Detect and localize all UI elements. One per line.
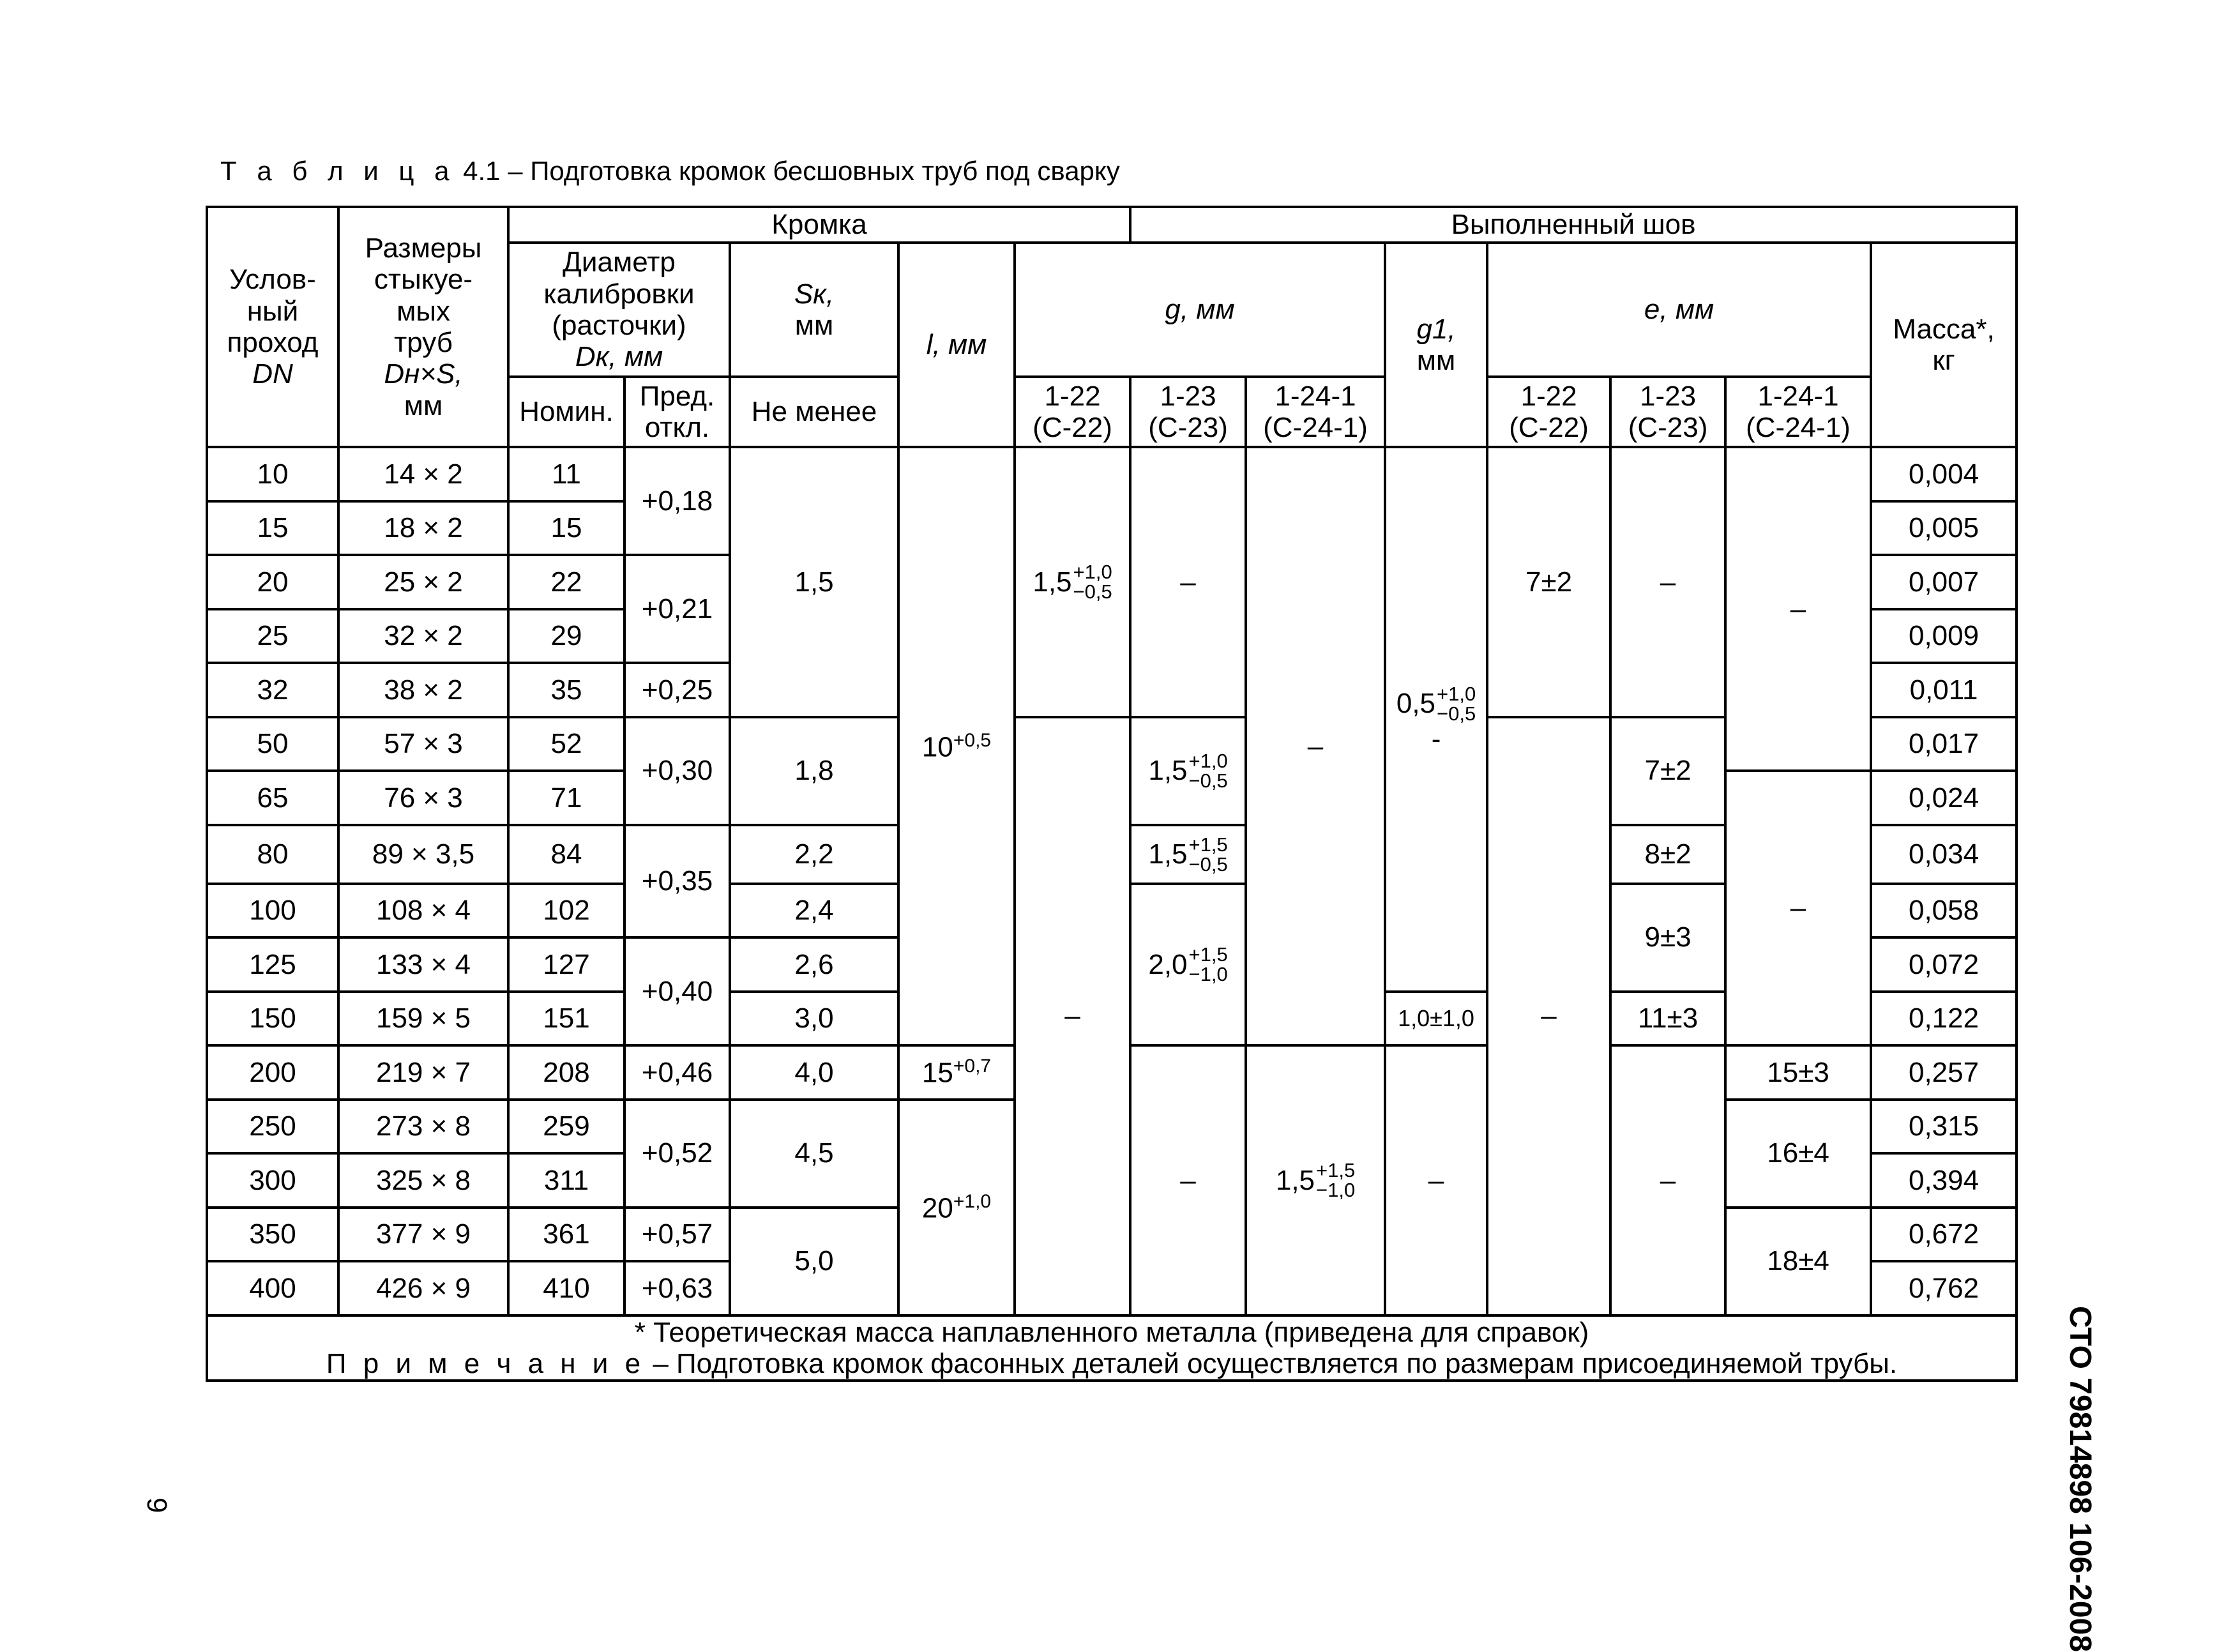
cell-pred: +0,35 xyxy=(624,825,730,938)
cell-dn: 150 xyxy=(207,992,338,1046)
cell-mass: 0,011 xyxy=(1871,663,2017,717)
cell-pred: +0,25 xyxy=(624,663,730,717)
cell-nom: 15 xyxy=(508,501,624,556)
cell-g-c122: – xyxy=(1015,717,1130,1315)
cell-dn: 100 xyxy=(207,884,338,938)
cell-mass: 0,004 xyxy=(1871,447,2017,501)
cell-dn: 125 xyxy=(207,937,338,992)
cell-sk: 4,0 xyxy=(730,1045,898,1100)
cell-size: 108 × 4 xyxy=(338,884,508,938)
cell-sk: 1,5 xyxy=(730,447,898,717)
cell-g-c122: 1,5 +1,0 −0,5 xyxy=(1015,447,1130,717)
caption-label: Т а б л и ц а xyxy=(220,156,456,186)
cell-dn: 20 xyxy=(207,555,338,609)
footnote-note: П р и м е ч а н и е – Подготовка кромок фасонных деталей осуществляется по размерам присоединяемой трубы. xyxy=(326,1347,1898,1379)
cell-size: 377 × 9 xyxy=(338,1208,508,1262)
cell-dn: 250 xyxy=(207,1100,338,1154)
cell-size: 159 × 5 xyxy=(338,992,508,1046)
cell-g-c123: 1,5 +1,0 −0,5 xyxy=(1130,717,1246,825)
cell-dn: 10 xyxy=(207,447,338,501)
header-g: g, мм xyxy=(1015,243,1385,377)
header-dn: Услов- ный проход DN xyxy=(207,207,338,447)
cell-l: $10^{+0,5}$ xyxy=(898,447,1015,1045)
cell-mass: 0,394 xyxy=(1871,1153,2017,1208)
cell-g-c123: – xyxy=(1130,1045,1246,1315)
cell-e-c123: 9±3 xyxy=(1610,884,1725,992)
cell-nom: 127 xyxy=(508,937,624,992)
cell-nom: 151 xyxy=(508,992,624,1046)
cell-g1: 0,5 +1,0 −0,5 - xyxy=(1385,447,1487,992)
table-row xyxy=(207,447,2017,501)
cell-size: 273 × 8 xyxy=(338,1100,508,1154)
cell-e-c1241: 18±4 xyxy=(1725,1208,1871,1315)
cell-dn: 32 xyxy=(207,663,338,717)
header-g-c1241: 1-24-1 (С-24-1) xyxy=(1246,377,1385,447)
cell-g-c123: 2,0 +1,5 −1,0 xyxy=(1130,884,1246,1046)
header-pred: Пред. откл. xyxy=(624,377,730,447)
cell-nom: 29 xyxy=(508,609,624,663)
cell-g-c1241: – xyxy=(1246,447,1385,1045)
cell-pred: +0,52 xyxy=(624,1100,730,1208)
header-calib: Диаметр калибровки (расточки) Dк, мм xyxy=(508,243,730,377)
cell-sk: 1,8 xyxy=(730,717,898,825)
cell-g-c1241: 1,5 +1,5 −1,0 xyxy=(1246,1045,1385,1315)
cell-mass: 0,762 xyxy=(1871,1261,2017,1315)
cell-nom: 84 xyxy=(508,825,624,884)
header-l: l, мм xyxy=(898,243,1015,447)
cell-nom: 11 xyxy=(508,447,624,501)
cell-e-c1241: – xyxy=(1725,771,1871,1045)
cell-sk: 2,2 xyxy=(730,825,898,884)
cell-e-c123: – xyxy=(1610,1045,1725,1315)
cell-nom: 410 xyxy=(508,1261,624,1315)
cell-sk: 2,4 xyxy=(730,884,898,938)
cell-mass: 0,122 xyxy=(1871,992,2017,1046)
header-g1: g1, мм xyxy=(1385,243,1487,447)
cell-pred: +0,46 xyxy=(624,1045,730,1100)
table-footnote xyxy=(207,1315,2017,1381)
cell-pred: +0,30 xyxy=(624,717,730,825)
page-number: 9 xyxy=(141,1497,172,1513)
cell-e-c123: 7±2 xyxy=(1610,717,1725,825)
cell-mass: 0,072 xyxy=(1871,937,2017,992)
header-size: Размеры стыкуе- мых труб Dн×S, мм xyxy=(338,207,508,447)
cell-mass: 0,005 xyxy=(1871,501,2017,556)
header-e-c1241: 1-24-1 (С-24-1) xyxy=(1725,377,1871,447)
cell-e-c123: 11±3 xyxy=(1610,992,1725,1046)
cell-nom: 102 xyxy=(508,884,624,938)
cell-mass: 0,017 xyxy=(1871,717,2017,771)
header-e: e, мм xyxy=(1487,243,1871,377)
cell-sk: 5,0 xyxy=(730,1208,898,1315)
cell-sk: 3,0 xyxy=(730,992,898,1046)
header-kromka: Кромка xyxy=(508,207,1130,243)
cell-e-c122: – xyxy=(1487,717,1610,1315)
cell-dn: 400 xyxy=(207,1261,338,1315)
cell-mass: 0,315 xyxy=(1871,1100,2017,1154)
header-row-1 xyxy=(207,207,2017,243)
cell-nom: 22 xyxy=(508,555,624,609)
cell-nom: 71 xyxy=(508,771,624,825)
header-e-c122: 1-22 (С-22) xyxy=(1487,377,1610,447)
cell-pred: +0,18 xyxy=(624,447,730,555)
cell-dn: 15 xyxy=(207,501,338,556)
cell-e-c1241: 15±3 xyxy=(1725,1045,1871,1100)
footnote-star: * Теоретическая масса наплавленного металла (приведена для справок) xyxy=(634,1316,1589,1348)
cell-g1: 1,0±1,0 xyxy=(1385,992,1487,1046)
header-not-less: Не менее xyxy=(730,377,898,447)
cell-dn: 50 xyxy=(207,717,338,771)
cell-pred: +0,57 xyxy=(624,1208,730,1262)
cell-g-c123: – xyxy=(1130,447,1246,717)
cell-dn: 80 xyxy=(207,825,338,884)
cell-size: 14 × 2 xyxy=(338,447,508,501)
cell-e-c123: 8±2 xyxy=(1610,825,1725,884)
header-mass: Масса*, кг xyxy=(1871,243,2017,447)
header-g-c123: 1-23 (С-23) xyxy=(1130,377,1246,447)
table-caption xyxy=(220,156,1120,186)
cell-dn: 300 xyxy=(207,1153,338,1208)
header-seam: Выполненный шов xyxy=(1130,207,2017,243)
cell-g1: – xyxy=(1385,1045,1487,1315)
cell-dn: 65 xyxy=(207,771,338,825)
cell-mass: 0,672 xyxy=(1871,1208,2017,1262)
header-sk: Sк, мм xyxy=(730,243,898,377)
edge-preparation-table xyxy=(206,206,2018,1382)
cell-nom: 361 xyxy=(508,1208,624,1262)
cell-size: 76 × 3 xyxy=(338,771,508,825)
cell-g-c123: 1,5 +1,5 −0,5 xyxy=(1130,825,1246,884)
cell-nom: 35 xyxy=(508,663,624,717)
cell-size: 18 × 2 xyxy=(338,501,508,556)
cell-nom: 208 xyxy=(508,1045,624,1100)
cell-mass: 0,009 xyxy=(1871,609,2017,663)
cell-e-c123: – xyxy=(1610,447,1725,717)
standard-code: СТО 79814898 106-2008 xyxy=(2063,1306,2097,1652)
cell-sk: 2,6 xyxy=(730,937,898,992)
cell-mass: 0,024 xyxy=(1871,771,2017,825)
cell-pred: +0,63 xyxy=(624,1261,730,1315)
cell-pred: +0,21 xyxy=(624,555,730,663)
table-footnote-row xyxy=(207,1315,2017,1381)
cell-e-c122: 7±2 xyxy=(1487,447,1610,717)
cell-dn: 25 xyxy=(207,609,338,663)
cell-nom: 259 xyxy=(508,1100,624,1154)
cell-size: 325 × 8 xyxy=(338,1153,508,1208)
header-e-c123: 1-23 (С-23) xyxy=(1610,377,1725,447)
cell-size: 219 × 7 xyxy=(338,1045,508,1100)
cell-pred: +0,40 xyxy=(624,937,730,1045)
caption-text: 4.1 – Подготовка кромок бесшовных труб под сварку xyxy=(463,156,1120,186)
cell-size: 32 × 2 xyxy=(338,609,508,663)
cell-dn: 200 xyxy=(207,1045,338,1100)
cell-e-c1241: 16±4 xyxy=(1725,1100,1871,1208)
header-g-c122: 1-22 (С-22) xyxy=(1015,377,1130,447)
cell-nom: 311 xyxy=(508,1153,624,1208)
cell-l: $15^{+0,7}$ xyxy=(898,1045,1015,1100)
cell-nom: 52 xyxy=(508,717,624,771)
cell-size: 133 × 4 xyxy=(338,937,508,992)
cell-size: 38 × 2 xyxy=(338,663,508,717)
cell-l: $20^{+1,0}$ xyxy=(898,1100,1015,1315)
cell-mass: 0,007 xyxy=(1871,555,2017,609)
cell-mass: 0,257 xyxy=(1871,1045,2017,1100)
cell-mass: 0,034 xyxy=(1871,825,2017,884)
header-nom: Номин. xyxy=(508,377,624,447)
cell-size: 426 × 9 xyxy=(338,1261,508,1315)
cell-size: 57 × 3 xyxy=(338,717,508,771)
cell-mass: 0,058 xyxy=(1871,884,2017,938)
cell-e-c1241: – xyxy=(1725,447,1871,771)
cell-size: 89 × 3,5 xyxy=(338,825,508,884)
cell-size: 25 × 2 xyxy=(338,555,508,609)
cell-sk: 4,5 xyxy=(730,1100,898,1208)
cell-dn: 350 xyxy=(207,1208,338,1262)
